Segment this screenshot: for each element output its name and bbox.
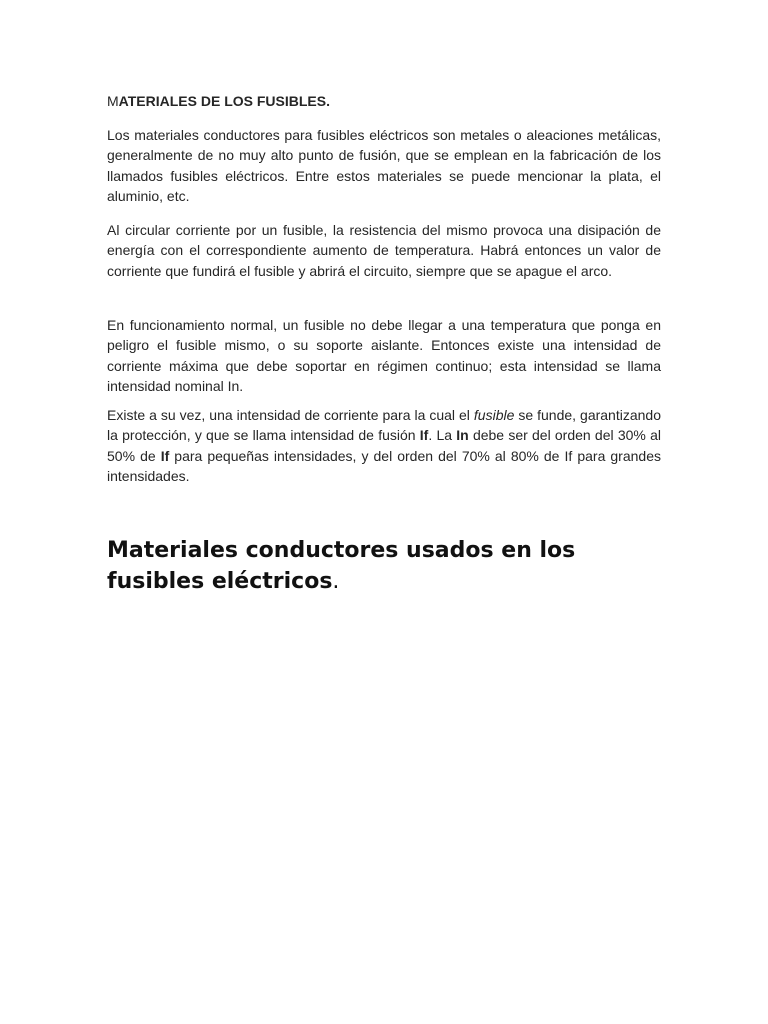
paragraph-materials: Los materiales conductores para fusibles eléctricos son metales o aleaciones metálicas, generalmente de no muy alto punto de fusión, que se emplean en la fabricación de los llamados fusibles eléctricos. Entre estos materiales se puede mencionar la plata, el aluminio, etc. [107,127,661,204]
p4-part-1: Existe a su vez, una intensidad de corriente para la cual el [107,407,474,423]
title-rest: ATERIALES DE LOS FUSIBLES. [118,93,330,109]
paragraph-fusion-intensity [107,405,661,486]
document-title [107,92,330,110]
section-heading-text: Materiales conductores usados en los fusibles eléctricos [107,538,576,594]
paragraph-normal-operation: En funcionamiento normal, un fusible no debe llegar a una temperatura que ponga en peligro el fusible mismo, o su soporte aislante. Entonces existe una intensidad de corriente máxima que debe soportar en régimen continuo; esta intensidad se llama intensidad nominal In. [107,317,661,394]
p4-part-3: . La [428,427,457,444]
p4-bold-if-1: If [419,427,429,444]
paragraph-current: Al circular corriente por un fusible, la resistencia del mismo provoca una disipación de energía con el correspondiente aumento de temperatura. Habrá entonces un valor de corriente que fundirá el fusible y abrirá el circuito, siempre que se apague el arco. [107,222,661,279]
section-heading [107,535,667,597]
p4-italic-fusible: fusible [473,407,515,423]
p4-part-5: para pequeñas intensidades, y del orden del 70% al 80% de If para grandes intensidades. [107,447,661,484]
p4-bold-in: In [456,427,469,444]
title-first-letter: M [107,93,119,109]
section-heading-period: . [332,569,340,594]
p4-part-2: se funde, garantizando la protección, y que se llama intensidad de fusión [107,407,661,444]
p4-part-4: debe ser del orden del 30% al 50% de [107,427,661,464]
p4-bold-if-2: If [160,447,170,464]
